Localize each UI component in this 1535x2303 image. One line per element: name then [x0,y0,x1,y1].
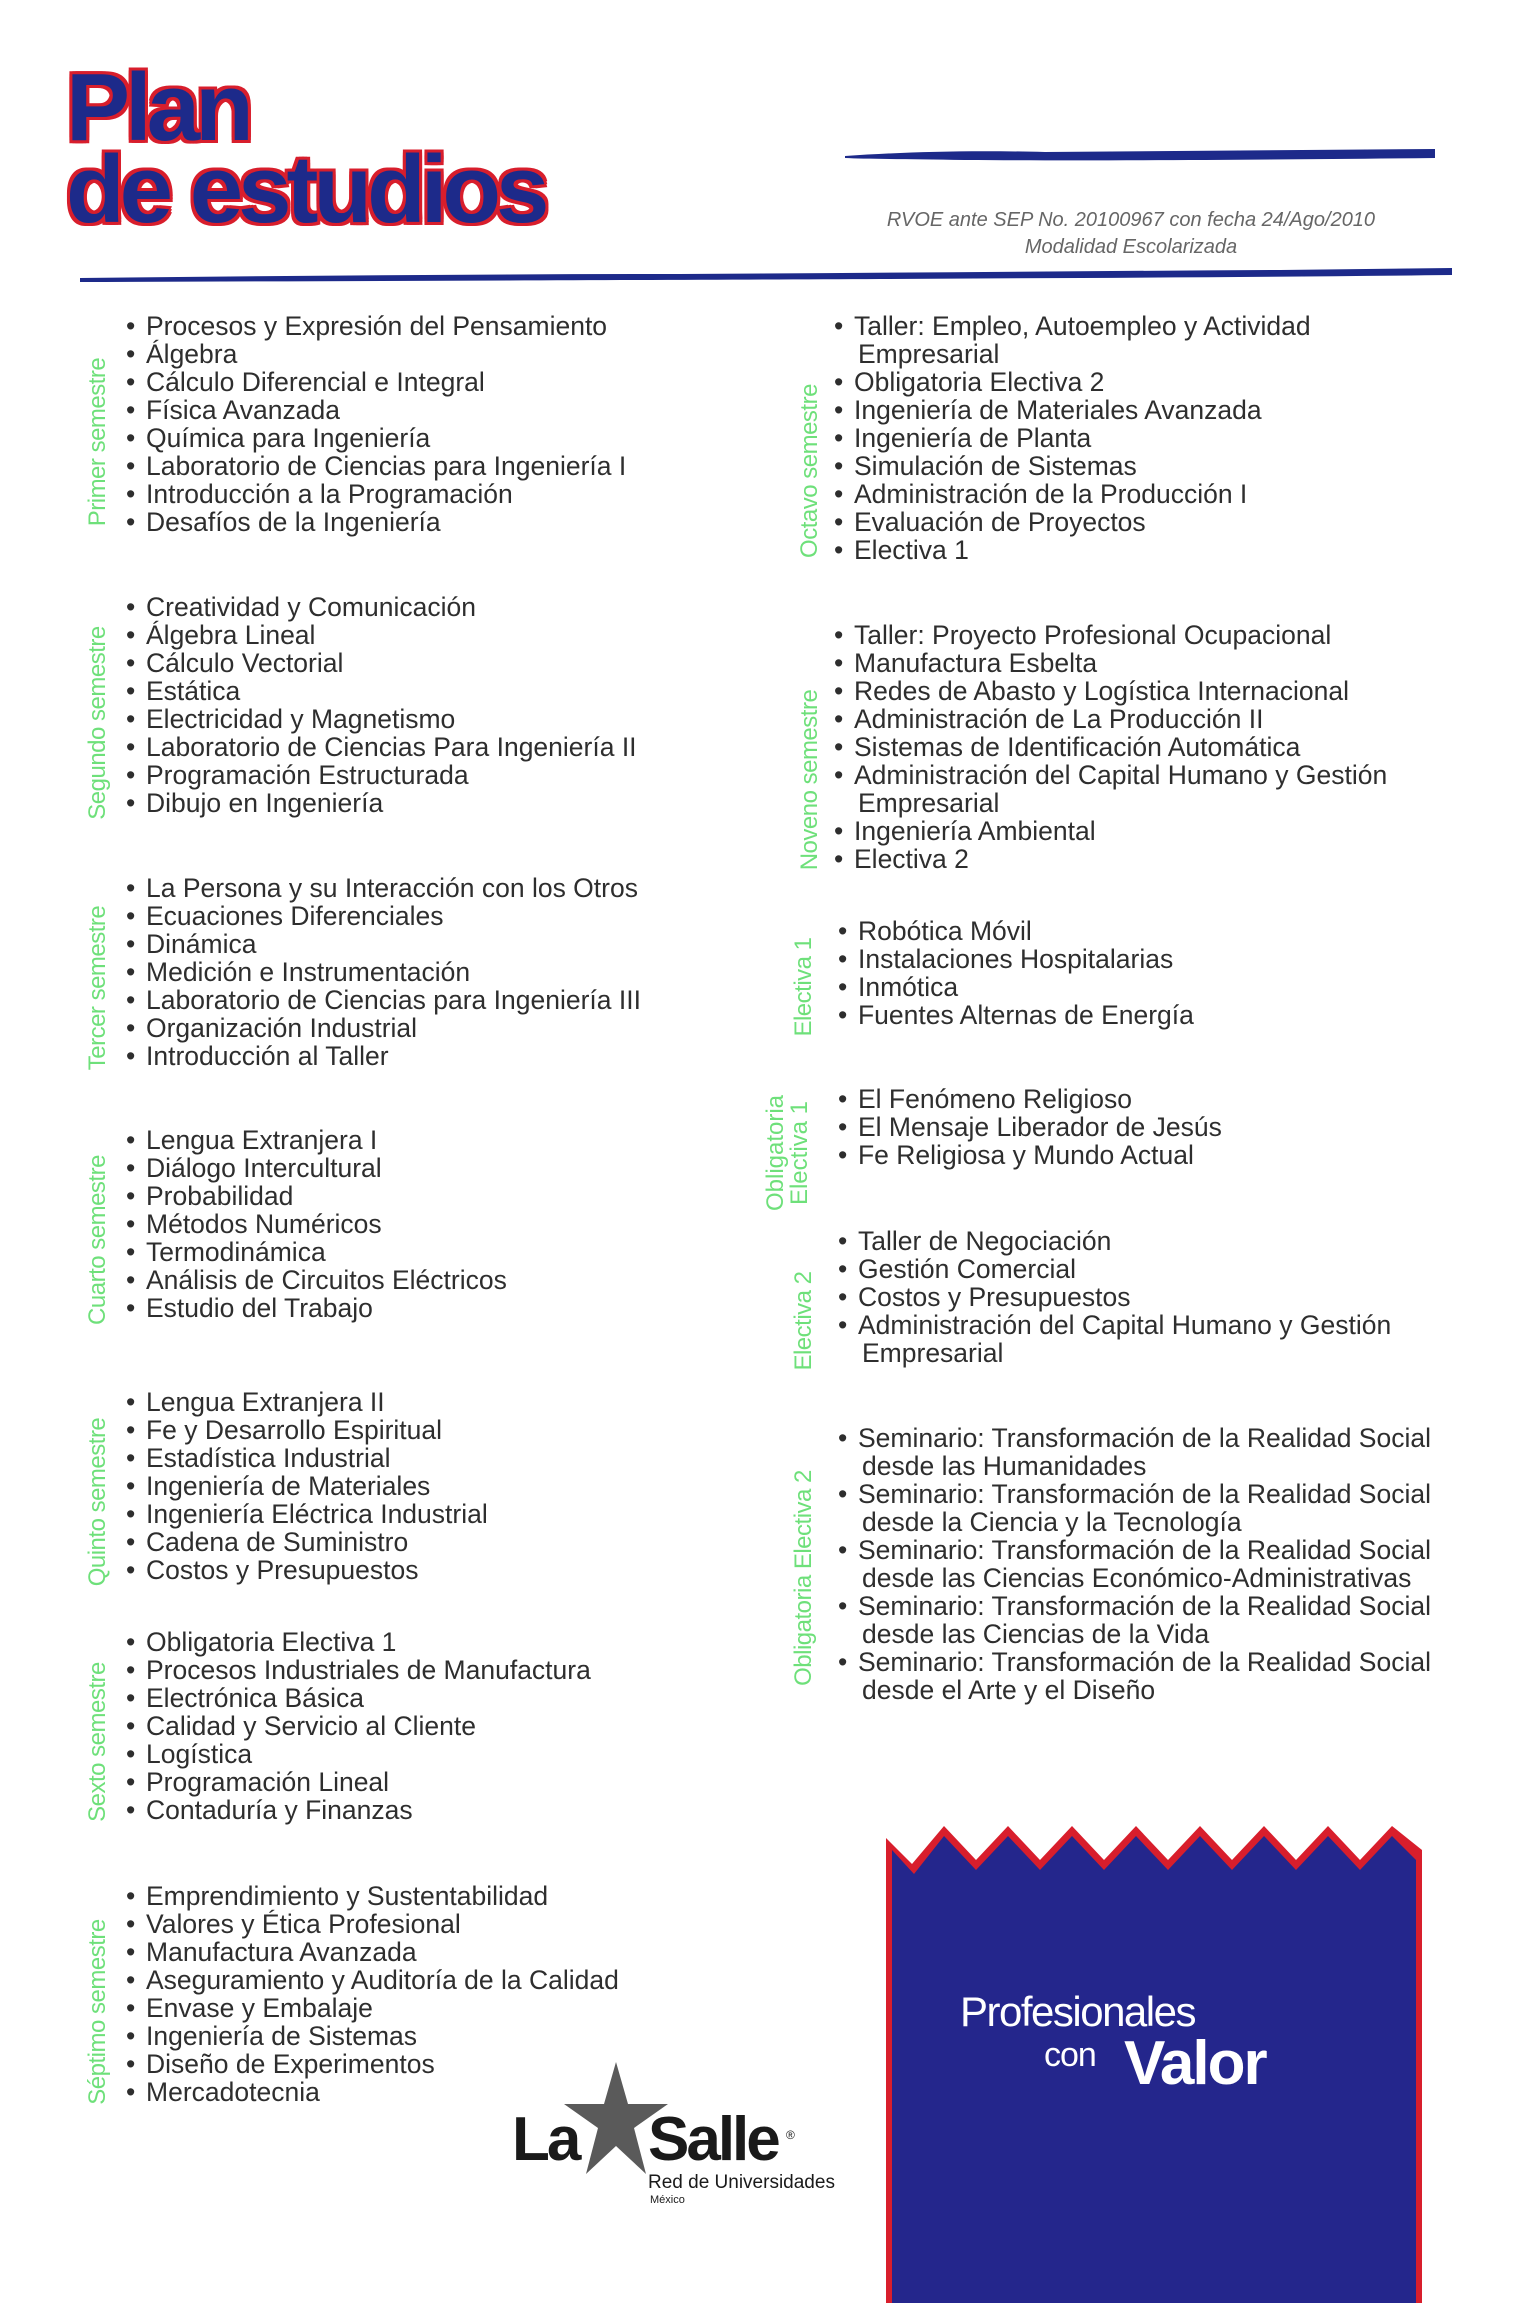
subject-item: • Taller: Proyecto Profesional Ocupacional [834,621,1387,649]
semester-label: Cuarto semestre [84,1155,111,1325]
subject-item: • Sistemas de Identificación Automática [834,733,1387,761]
banner-line-2: con [1044,2036,1096,2074]
subject-item: • Laboratorio de Ciencias Para Ingeniería II [126,733,637,761]
subject-item: • Ecuaciones Diferenciales [126,902,641,930]
brush-stroke-top [845,146,1435,166]
subject-item: • Taller de Negociación [838,1227,1391,1255]
subject-item: • Costos y Presupuestos [126,1556,488,1584]
semester-label: Quinto semestre [84,1417,111,1587]
elective-label-line-2: Electiva 1 [786,1100,813,1206]
semester-label: Noveno semestre [796,689,823,871]
subject-item: • Simulación de Sistemas [834,452,1311,480]
subject-item: • Fuentes Alternas de Energía [838,1001,1194,1029]
subject-item: • Termodinámica [126,1238,507,1266]
subject-item: • El Fenómeno Religioso [838,1085,1222,1113]
subject-list [126,1388,488,1584]
subject-list [838,1085,1222,1169]
subject-list [838,1424,1431,1704]
subject-list [126,312,626,536]
subject-item: • Obligatoria Electiva 1 [126,1628,591,1656]
subject-line: Seminario: Transformación de la Realidad Social [858,1591,1431,1621]
subject-item [834,761,1387,817]
subject-item: • El Mensaje Liberador de Jesús [838,1113,1222,1141]
subject-item: • Contaduría y Finanzas [126,1796,591,1824]
semester-label: Segundo semestre [84,626,111,820]
subject-item: • Calidad y Servicio al Cliente [126,1712,591,1740]
subject-line-continued: desde la Ciencia y la Tecnología [862,1507,1242,1537]
subject-item: • Estática [126,677,637,705]
subject-item: • Programación Estructurada [126,761,637,789]
elective-label-line-1: Obligatoria [762,1094,789,1212]
subject-line: Seminario: Transformación de la Realidad Social [858,1647,1431,1677]
semester-label: Séptimo semestre [84,1919,111,2105]
subject-item: • Métodos Numéricos [126,1210,507,1238]
page-title-line-2: de estudios [66,136,545,243]
subject-item: • Lengua Extranjera I [126,1126,507,1154]
logo-la-text: La [512,2105,579,2174]
subject-item: • Ingeniería de Materiales [126,1472,488,1500]
subject-item: • Probabilidad [126,1182,507,1210]
semester-cuarto [84,1125,507,1325]
subject-line: Taller: Empleo, Autoempleo y Actividad [854,311,1311,341]
subject-item: • Ingeniería Ambiental [834,817,1387,845]
subject-item: • Diálogo Intercultural [126,1154,507,1182]
subject-item: • La Persona y su Interacción con los Otros [126,874,641,902]
subject-list [126,874,641,1070]
elective-obligatoria-1 [762,1084,1222,1212]
subject-item: • Álgebra [126,340,626,368]
subject-item [838,1424,1431,1480]
modalidad-text: Modalidad Escolarizada [1024,236,1238,258]
subject-line: Seminario: Transformación de la Realidad Social [858,1535,1431,1565]
semester-sexto [84,1627,591,1825]
subject-line: Administración del Capital Humano y Gestión [854,760,1388,790]
subject-item [838,1648,1431,1704]
subject-line: Seminario: Transformación de la Realidad Social [858,1479,1431,1509]
subject-item: • Desafíos de la Ingeniería [126,508,626,536]
elective-electiva-2 [790,1226,1392,1371]
subject-item: • Lengua Extranjera II [126,1388,488,1416]
subject-item: • Medición e Instrumentación [126,958,641,986]
semester-octavo [796,311,1311,565]
subject-item: • Cálculo Diferencial e Integral [126,368,626,396]
subject-line-continued: Empresarial [858,339,1000,369]
la-salle-logo [512,2058,892,2208]
subject-item: • Cálculo Vectorial [126,649,637,677]
banner-line-3: Valor [1124,2029,1266,2098]
subject-item: • Administración de la Producción I [834,480,1311,508]
subject-item: • Laboratorio de Ciencias para Ingeniería III [126,986,641,1014]
subject-line-continued: desde las Ciencias Económico-Administrativas [862,1563,1412,1593]
subject-item: • Evaluación de Proyectos [834,508,1311,536]
subject-item: • Electiva 2 [834,845,1387,873]
subject-line: Administración del Capital Humano y Gestión [858,1310,1392,1340]
subject-item: • Cadena de Suministro [126,1528,488,1556]
logo-salle-text: Salle [648,2105,778,2174]
subject-line: Seminario: Transformación de la Realidad Social [858,1423,1431,1453]
subject-item: • Introducción al Taller [126,1042,641,1070]
elective-label: Obligatoria Electiva 2 [790,1470,817,1686]
elective-label: Electiva 2 [790,1271,817,1371]
semester-label: Primer semestre [84,357,111,527]
logo-country: México [650,2194,685,2206]
subject-item: • Logística [126,1740,591,1768]
logo-subtitle: Red de Universidades [648,2172,835,2193]
rvoe-text: RVOE ante SEP No. 20100967 con fecha 24/Ago/2010 [886,209,1376,231]
subject-item: • Emprendimiento y Sustentabilidad [126,1882,619,1910]
subject-list [126,1628,591,1824]
subject-line-continued: Empresarial [858,788,1000,818]
subject-item: • Redes de Abasto y Logística Internacional [834,677,1387,705]
subject-item: • Instalaciones Hospitalarias [838,945,1194,973]
subject-item: • Electricidad y Magnetismo [126,705,637,733]
semester-segundo [84,592,637,820]
elective-electiva-1 [790,916,1194,1037]
subject-item: • Obligatoria Electiva 2 [834,368,1311,396]
subject-item: • Costos y Presupuestos [838,1283,1391,1311]
subject-item: • Procesos Industriales de Manufactura [126,1656,591,1684]
subject-item: • Álgebra Lineal [126,621,637,649]
subject-item: • Dinámica [126,930,641,958]
semester-primer [84,311,627,537]
subject-item: • Diseño de Experimentos [126,2050,619,2078]
subject-list [838,917,1194,1029]
subject-item [838,1311,1391,1367]
subject-item: • Valores y Ética Profesional [126,1910,619,1938]
subject-item: • Manufactura Avanzada [126,1938,619,1966]
subject-item [838,1536,1431,1592]
subject-line-continued: desde las Humanidades [862,1451,1147,1481]
subject-item: • Gestión Comercial [838,1255,1391,1283]
subject-item: • Introducción a la Programación [126,480,626,508]
semester-label: Tercer semestre [84,905,111,1071]
subject-item: • Electiva 1 [834,536,1311,564]
subject-item [834,312,1311,368]
subject-item [838,1480,1431,1536]
subject-item: • Administración de La Producción II [834,705,1387,733]
subject-list [838,1227,1391,1367]
subject-line-continued: desde el Arte y el Diseño [862,1675,1156,1705]
subject-item: • Electrónica Básica [126,1684,591,1712]
subject-item: • Organización Industrial [126,1014,641,1042]
subject-item: • Aseguramiento y Auditoría de la Calidad [126,1966,619,1994]
subject-item: • Mercadotecnia [126,2078,619,2106]
subject-item: • Ingeniería Eléctrica Industrial [126,1500,488,1528]
elective-obligatoria-2 [790,1423,1431,1705]
subject-item: • Inmótica [838,973,1194,1001]
registered-mark: ® [786,2128,795,2142]
banner-line-1: Profesionales [960,1988,1195,2035]
subject-item: • Manufactura Esbelta [834,649,1387,677]
subject-item: • Química para Ingeniería [126,424,626,452]
subject-list [126,1126,507,1322]
subject-list [126,593,637,817]
brush-stroke-divider [80,262,1452,286]
subject-line-continued: Empresarial [862,1338,1004,1368]
page-title-line-1: Plan [66,54,249,161]
subject-item: • Fe y Desarrollo Espiritual [126,1416,488,1444]
semester-quinto [84,1387,488,1587]
semester-noveno [796,620,1388,874]
subject-item: • Programación Lineal [126,1768,591,1796]
subject-item: • Ingeniería de Planta [834,424,1311,452]
subject-item: • Física Avanzada [126,396,626,424]
subject-item: • Dibujo en Ingeniería [126,789,637,817]
elective-label [764,1095,812,1211]
semester-label: Octavo semestre [796,384,823,558]
elective-label: Electiva 1 [790,937,817,1037]
subject-item: • Estadística Industrial [126,1444,488,1472]
subject-list [834,621,1387,873]
subject-item: • Ingeniería de Sistemas [126,2022,619,2050]
subject-item: • Estudio del Trabajo [126,1294,507,1322]
semester-label: Sexto semestre [84,1662,111,1822]
subject-item: • Envase y Embalaje [126,1994,619,2022]
subject-item [838,1592,1431,1648]
subject-list [834,312,1311,564]
subject-item: • Creatividad y Comunicación [126,593,637,621]
subject-item: • Robótica Móvil [838,917,1194,945]
subject-line-continued: desde las Ciencias de la Vida [862,1619,1210,1649]
subject-item: • Ingeniería de Materiales Avanzada [834,396,1311,424]
subject-item: • Laboratorio de Ciencias para Ingeniería I [126,452,626,480]
subject-item: • Fe Religiosa y Mundo Actual [838,1141,1222,1169]
subject-item: • Procesos y Expresión del Pensamiento [126,312,626,340]
subject-item: • Análisis de Circuitos Eléctricos [126,1266,507,1294]
semester-tercer [84,873,641,1071]
